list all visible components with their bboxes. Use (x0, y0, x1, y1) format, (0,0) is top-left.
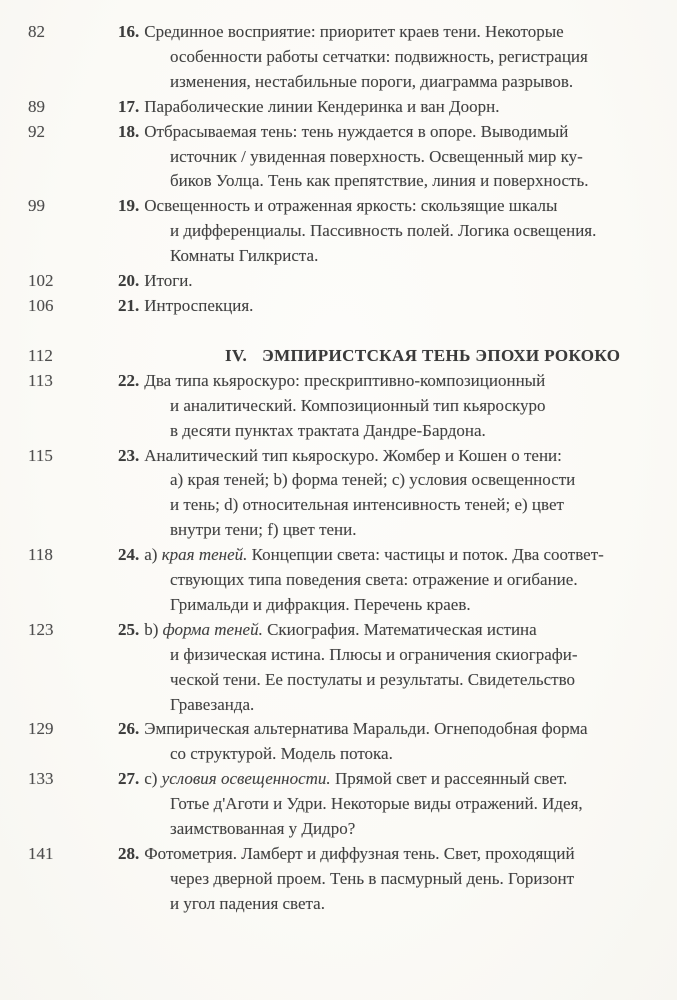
entry-line: ческой тени. Ее постулаты и результаты. Свидетельство (170, 669, 576, 689)
entry-body (118, 767, 661, 842)
entry-text: Фотометрия. Ламберт и диффузная тень. Свет, проходящий (144, 844, 575, 863)
page-number: 129 (28, 719, 54, 739)
entry-text: Аналитический тип кьяроскуро. Жомбер и Кошен о тени: (144, 445, 562, 465)
toc-entry (0, 269, 677, 294)
entry-number: 17. (118, 96, 140, 116)
entry-text: Отбрасываемая тень: тень нуждается в опоре. Выводимый (144, 121, 569, 141)
entry-body (118, 269, 661, 294)
entry-number: 26. (118, 719, 140, 739)
entry-prefix: b) (144, 619, 163, 639)
toc-entry (0, 369, 677, 444)
entry-body (118, 194, 661, 269)
entry-number: 24. (118, 545, 140, 565)
section-heading-row (0, 344, 677, 369)
entry-italic: условия освещенности. (161, 769, 331, 789)
entry-text: Итоги. (144, 271, 193, 291)
entry-number: 25. (118, 619, 140, 639)
entry-number: 21. (118, 295, 140, 315)
entry-line (118, 20, 661, 45)
toc-entry (0, 767, 677, 842)
entry-body (118, 120, 661, 195)
entry-number: 16. (118, 22, 140, 41)
entry-line: биков Уолца. Тень как препятствие, линия и поверхность. (170, 171, 589, 191)
entry-line: и угол падения света. (170, 893, 325, 913)
entry-text: Концепции света: частицы и поток. Два соответ- (247, 545, 604, 565)
entry-line (118, 194, 661, 219)
toc-entry (0, 95, 677, 120)
entry-body (118, 20, 661, 95)
entry-line: Готье д'Аготи и Удри. Некоторые виды отражений. Идея, (170, 794, 583, 814)
entry-number: 22. (118, 370, 140, 390)
page-number: 133 (28, 769, 54, 789)
entry-line (118, 543, 661, 568)
page-number: 141 (28, 844, 54, 863)
entry-line (118, 95, 661, 120)
entry-line: Гравезанда. (170, 694, 255, 714)
entry-text: Прямой свет и рассеянный свет. (330, 769, 568, 789)
entry-number: 27. (118, 769, 140, 789)
entry-number: 19. (118, 196, 140, 216)
toc-entry (0, 842, 677, 917)
toc-entry (0, 717, 677, 767)
entry-italic: края теней. (161, 545, 248, 565)
page-number: 102 (28, 271, 54, 291)
entry-line: и физическая истина. Плюсы и ограничения скиографи- (170, 644, 578, 664)
entry-text: Освещенность и отраженная яркость: скользящие шкалы (144, 196, 558, 216)
page-number: 118 (28, 545, 53, 565)
toc-entry (0, 194, 677, 269)
entry-line: в десяти пунктах трактата Дандре-Бардона. (170, 420, 486, 440)
entry-line (118, 120, 661, 145)
entry-text: Эмпирическая альтернатива Маральди. Огнеподобная форма (144, 719, 588, 739)
entry-text: Срединное восприятие: приоритет краев тени. Некоторые (144, 22, 564, 41)
entry-line (118, 269, 661, 294)
section-title: ЭМПИРИСТСКАЯ ТЕНЬ ЭПОХИ РОКОКО (262, 345, 621, 365)
toc-entry (0, 618, 677, 718)
page-number: 123 (28, 619, 54, 639)
entry-body (118, 95, 661, 120)
toc-entry (0, 120, 677, 195)
entry-line (118, 444, 661, 469)
entry-line (118, 618, 661, 643)
entry-line: и дифференциалы. Пассивность полей. Логика освещения. (170, 221, 597, 241)
entry-prefix: a) (144, 545, 162, 565)
toc-entry (0, 294, 677, 319)
page-number: 99 (28, 196, 45, 216)
entry-number: 18. (118, 121, 140, 141)
entry-line: Гримальди и дифракция. Перечень краев. (170, 594, 471, 614)
entry-number: 20. (118, 271, 140, 291)
entry-line: Комнаты Гилкриста. (170, 246, 319, 266)
page-number: 82 (28, 22, 45, 41)
entry-line: a) края теней; b) форма теней; c) условия освещенности (170, 470, 576, 490)
entry-text: Параболические линии Кендеринка и ван Доорн. (144, 96, 500, 116)
entry-line: и аналитический. Композиционный тип кьяроскуро (170, 395, 546, 415)
page-number: 113 (28, 370, 53, 390)
entry-body (118, 717, 661, 767)
section-heading (225, 344, 677, 369)
section-numeral: IV. (225, 345, 248, 365)
entry-text: Скиография. Математическая истина (262, 619, 537, 639)
entry-italic: форма теней. (162, 619, 263, 639)
toc-entry (0, 444, 677, 544)
entry-line (118, 767, 661, 792)
page-number: 112 (28, 345, 53, 365)
entry-body (118, 369, 661, 444)
page-number: 106 (28, 295, 54, 315)
entry-line: изменения, нестабильные пороги, диаграмма разрывов. (170, 71, 574, 91)
entry-number: 28. (118, 844, 140, 863)
entry-text: Интроспекция. (144, 295, 254, 315)
page-number: 92 (28, 121, 45, 141)
entry-number: 23. (118, 445, 140, 465)
entry-prefix: c) (144, 769, 162, 789)
entry-text: Два типа кьяроскуро: прескриптивно-композиционный (144, 370, 546, 390)
entry-line: через дверной проем. Тень в пасмурный день. Горизонт (170, 868, 575, 888)
entry-line: особенности работы сетчатки: подвижность, регистрация (170, 46, 588, 66)
entry-body (118, 842, 661, 917)
entry-line: и тень; d) относительная интенсивность теней; e) цвет (170, 495, 564, 515)
entry-line (118, 842, 661, 867)
entry-body (118, 543, 661, 618)
entry-line (118, 369, 661, 394)
entry-line (118, 717, 661, 742)
table-of-contents (0, 20, 677, 917)
entry-body (118, 618, 661, 718)
entry-line: внутри тени; f) цвет тени. (170, 520, 357, 540)
page-number: 115 (28, 445, 53, 465)
entry-line: ствующих типа поведения света: отражение и огибание. (170, 570, 578, 590)
toc-entry (0, 543, 677, 618)
entry-line: со структурой. Модель потока. (170, 744, 393, 764)
page-number: 89 (28, 96, 45, 116)
entry-line: источник / увиденная поверхность. Освещенный мир ку- (170, 146, 583, 166)
entry-line: заимствованная у Дидро? (170, 819, 356, 839)
entry-body (118, 294, 661, 319)
toc-entry (0, 20, 677, 95)
entry-body (118, 444, 661, 544)
entry-line (118, 294, 661, 319)
